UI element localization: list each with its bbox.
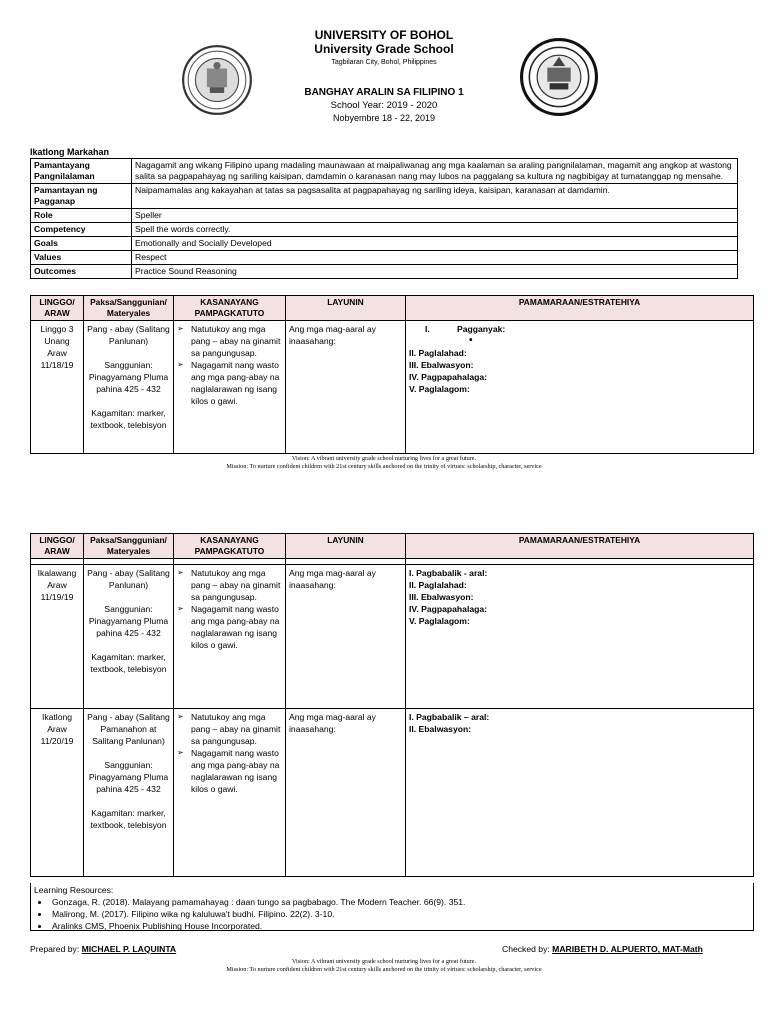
bullet-point: •: [469, 335, 473, 346]
skills-cell: [174, 321, 286, 454]
col-header-objective: LAYUNIN: [286, 534, 406, 559]
skill-item: ➢ Nagagamit nang wasto ang mga pang-abay na naglalarawan ng isang kilos o gawi.: [177, 747, 282, 795]
prepared-name: MICHAEL P. LAQUINTA: [81, 944, 177, 954]
table-row: [31, 709, 754, 877]
materials-text: Kagamitan: marker, textbook, telebisyon: [90, 652, 167, 674]
info-key: Pamantayan ng Pagganap: [31, 184, 132, 209]
table-row: [31, 237, 738, 251]
info-value: Nagagamit ang wikang Filipino upang madaling maunawaan at maipaliwanag ang mga kaalaman sa araling pangnilalaman, magamit ang angkop at wastong salita sa pagpapahayag ng sariling kaisipan, damdamin o karanasan nang may lubos na paggalang sa kultura ng nagbibigay at tumatanggap ng mensahe.: [132, 159, 738, 184]
topic-text: Pang - abay (Salitang Panlunan): [87, 568, 170, 590]
table-row: [31, 209, 738, 223]
info-value: Speller: [132, 209, 738, 223]
step-label: II. Paglalahad:: [409, 348, 467, 358]
skill-item: ➢ Nagagamit nang wasto ang mga pang-abay na naglalarawan ng isang kilos o gawi.: [177, 359, 282, 407]
objective-cell: Ang mga mag-aaral ay inaasahang:: [286, 709, 406, 877]
materials-text: Kagamitan: marker, textbook, telebisyon: [90, 408, 167, 430]
topic-text: Pang - abay (Salitang Pamanahon at Salitang Panlunan): [87, 712, 170, 746]
lesson-table-day2-3: [30, 533, 754, 877]
school-year: School Year: 2019 - 2020: [330, 100, 438, 111]
school-location: Tagbilaran City, Bohol, Philippines: [331, 59, 437, 66]
skills-cell: [174, 709, 286, 877]
step-label: V. Paglalagom:: [409, 384, 470, 394]
skill-item: ➢ Natutukoy ang mga pang – abay na ginamit sa pangungusap.: [177, 323, 282, 359]
vision-text: Vision: A vibrant university grade school nurturing lives for a great future.: [291, 455, 477, 462]
col-header-skills: KASANAYANG PAMPAGKATUTO: [174, 296, 286, 321]
info-key: Values: [31, 251, 132, 265]
table-header-row: [31, 534, 754, 559]
skill-item: ➢ Natutukoy ang mga pang – abay na ginamit sa pangungusap.: [177, 567, 282, 603]
day-cell: Linggo 3 Unang Araw 11/18/19: [31, 321, 84, 454]
info-key: Competency: [31, 223, 132, 237]
step-label: II. Ebalwasyon:: [409, 724, 472, 734]
table-row: [31, 265, 738, 279]
info-value: Naipamamalas ang kakayahan at tatas sa pagsasalita at pagpapahayag ng sariling ideya, kaisipan, karanasan at damdamin.: [132, 184, 738, 209]
university-name: UNIVERSITY OF BOHOL: [314, 28, 454, 42]
table-row: [31, 251, 738, 265]
document-header: [0, 28, 768, 125]
mission-text: Mission: To nurture confident children with 21st century skills anchored on the trinity of virtues: scholarship, character, service: [226, 463, 542, 470]
col-header-topic: Paksa/Sanggunian/ Materyales: [84, 534, 174, 559]
info-key: Goals: [31, 237, 132, 251]
col-header-week: LINGGO/ ARAW: [31, 534, 84, 559]
resource-item: • Aralinks CMS, Phoenix Publishing House Incorporated.: [50, 920, 750, 932]
skill-item: ➢ Nagagamit nang wasto ang mga pang-abay na naglalarawan ng isang kilos o gawi.: [177, 603, 282, 651]
school-name: University Grade School: [314, 42, 454, 56]
step-number: I.: [425, 324, 430, 334]
resources-title: Learning Resources:: [34, 885, 114, 895]
standards-table: [30, 158, 738, 279]
materials-text: Kagamitan: marker, textbook, telebisyon: [90, 808, 167, 830]
source-text: Sanggunian: Pinagyamang Pluma pahina 425 - 432: [88, 604, 169, 638]
col-header-skills: KASANAYANG PAMPAGKATUTO: [174, 534, 286, 559]
table-row: [31, 184, 738, 209]
step-label: Pagganyak:: [457, 324, 506, 334]
topic-cell: [84, 709, 174, 877]
info-value: Spell the words correctly.: [132, 223, 738, 237]
step-label: II. Paglalahad:: [409, 580, 467, 590]
step-label: IV. Pagpapahalaga:: [409, 372, 488, 382]
strategy-cell: [406, 709, 754, 877]
table-row: [31, 223, 738, 237]
table-row: [31, 565, 754, 709]
col-header-strategy: PAMAMARAAN/ESTRATEHIYA: [406, 534, 754, 559]
info-value: Respect: [132, 251, 738, 265]
table-row: [31, 321, 754, 454]
quarter-label: Ikatlong Markahan: [30, 147, 110, 157]
topic-text: Pang - abay (Salitang Panlunan): [87, 324, 170, 346]
checked-name: MARIBETH D. ALPUERTO, MAT-Math: [552, 944, 703, 954]
checked-by: [502, 944, 703, 954]
day-cell: Ikatlong Araw 11/20/19: [31, 709, 84, 877]
topic-cell: [84, 565, 174, 709]
day-cell: Ikalawang Araw 11/19/19: [31, 565, 84, 709]
step-label: I. Pagbabalik - aral:: [409, 568, 488, 578]
step-label: III. Ebalwasyon:: [409, 360, 474, 370]
skills-cell: [174, 565, 286, 709]
step-label: I. Pagbabalik – aral:: [409, 712, 490, 722]
resource-item: • Gonzaga, R. (2018). Malayang pamamahayag : daan tungo sa pagbabago. The Modern Teacher. 66(9). 351.: [50, 896, 750, 908]
objective-cell: Ang mga mag-aaral ay inaasahang:: [286, 321, 406, 454]
step-label: IV. Pagpapahalaga:: [409, 604, 488, 614]
page2-footer: [0, 958, 768, 974]
info-key: Role: [31, 209, 132, 223]
topic-cell: [84, 321, 174, 454]
info-key: Outcomes: [31, 265, 132, 279]
source-text: Sanggunian: Pinagyamang Pluma pahina 425 - 432: [88, 760, 169, 794]
plan-dates: Nobyembre 18 - 22, 2019: [332, 113, 436, 123]
step-label: III. Ebalwasyon:: [409, 592, 474, 602]
col-header-topic: Paksa/Sanggunian/ Materyales: [84, 296, 174, 321]
lesson-table-day1: [30, 295, 754, 454]
checked-label: Checked by:: [502, 944, 550, 954]
page1-footer: [0, 455, 768, 471]
skill-item: ➢ Natutukoy ang mga pang – abay na ginamit sa pangungusap.: [177, 711, 282, 747]
vision-text: Vision: A vibrant university grade school nurturing lives for a great future.: [291, 958, 477, 965]
col-header-strategy: PAMAMARAAN/ESTRATEHIYA: [406, 296, 754, 321]
col-header-objective: LAYUNIN: [286, 296, 406, 321]
strategy-cell: [406, 565, 754, 709]
info-value: Practice Sound Reasoning: [132, 265, 738, 279]
strategy-cell: [406, 321, 754, 454]
prepared-by: [30, 944, 176, 954]
step-label: V. Paglalagom:: [409, 616, 470, 626]
info-value: Emotionally and Socially Developed: [132, 237, 738, 251]
resource-item: • Malirong, M. (2017). Filipino wika ng kaluluwa't budhi. Filipino. 22(2). 3-10.: [50, 908, 750, 920]
table-row: [31, 159, 738, 184]
col-header-week: LINGGO/ ARAW: [31, 296, 84, 321]
info-key: Pamantayang Pangnilalaman: [31, 159, 132, 184]
mission-text: Mission: To nurture confident children with 21st century skills anchored on the trinity of virtues: scholarship, character, service: [226, 966, 542, 973]
prepared-label: Prepared by:: [30, 944, 80, 954]
table-header-row: [31, 296, 754, 321]
objective-cell: Ang mga mag-aaral ay inaasahang:: [286, 565, 406, 709]
learning-resources: [30, 883, 754, 931]
source-text: Sanggunian: Pinagyamang Pluma pahina 425 - 432: [88, 360, 169, 394]
plan-title: BANGHAY ARALIN SA FILIPINO 1: [304, 87, 464, 98]
